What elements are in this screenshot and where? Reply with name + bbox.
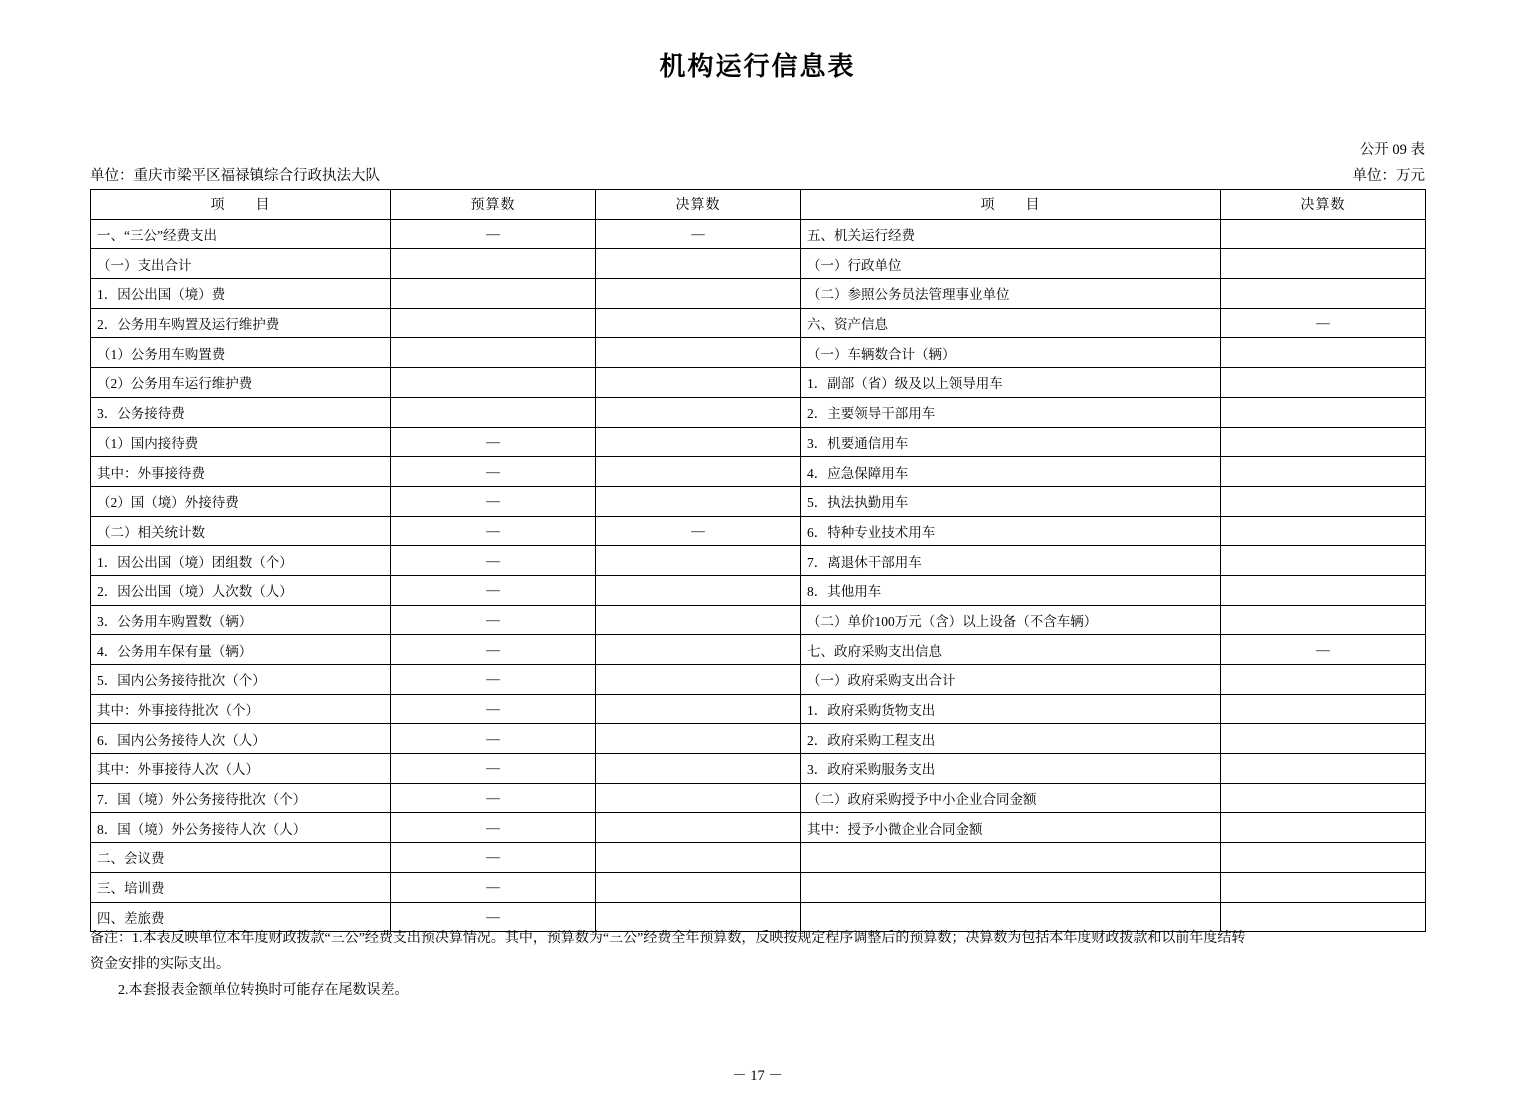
- row-label-right: （一）政府采购支出合计: [801, 665, 1221, 695]
- row-label-right: （二）单价100万元（含）以上设备（不含车辆）: [801, 605, 1221, 635]
- table-row: [91, 754, 1426, 784]
- table-row: [91, 279, 1426, 309]
- row-final-left: [596, 783, 801, 813]
- row-final-left: [596, 249, 801, 279]
- row-label-left: 其中：外事接待人次（人）: [91, 754, 391, 784]
- row-budget: —: [391, 605, 596, 635]
- row-budget: —: [391, 516, 596, 546]
- row-label-right: [801, 872, 1221, 902]
- row-budget: —: [391, 872, 596, 902]
- row-budget: —: [391, 783, 596, 813]
- row-budget: —: [391, 843, 596, 873]
- row-final-right: [1221, 397, 1426, 427]
- row-final-left: [596, 635, 801, 665]
- row-label-left: 1．因公出国（境）费: [91, 279, 391, 309]
- row-label-right: 4．应急保障用车: [801, 457, 1221, 487]
- row-label-right: 7．离退休干部用车: [801, 546, 1221, 576]
- page-number: － 17 －: [732, 1068, 783, 1084]
- row-final-left: [596, 872, 801, 902]
- row-budget: —: [391, 694, 596, 724]
- table-row: [91, 605, 1426, 635]
- row-budget: —: [391, 754, 596, 784]
- row-final-left: [596, 308, 801, 338]
- table-row: [91, 219, 1426, 249]
- header-item-right: 项 目: [801, 190, 1221, 220]
- row-label-left: 8．国（境）外公务接待人次（人）: [91, 813, 391, 843]
- row-budget: [391, 279, 596, 309]
- table-row: [91, 397, 1426, 427]
- row-final-right: —: [1221, 308, 1426, 338]
- row-label-left: 二、会议费: [91, 843, 391, 873]
- row-final-left: [596, 397, 801, 427]
- row-final-left: [596, 279, 801, 309]
- row-label-left: （1）国内接待费: [91, 427, 391, 457]
- table-row: [91, 427, 1426, 457]
- row-budget: —: [391, 665, 596, 695]
- row-label-right: （二）政府采购授予中小企业合同金额: [801, 783, 1221, 813]
- row-final-left: [596, 457, 801, 487]
- row-final-right: [1221, 575, 1426, 605]
- table-row: [91, 249, 1426, 279]
- row-final-right: [1221, 754, 1426, 784]
- row-budget: —: [391, 813, 596, 843]
- row-label-right: 七、政府采购支出信息: [801, 635, 1221, 665]
- row-label-right: 3．机要通信用车: [801, 427, 1221, 457]
- row-label-left: 3．公务用车购置数（辆）: [91, 605, 391, 635]
- row-final-left: —: [596, 516, 801, 546]
- row-label-left: （2）国（境）外接待费: [91, 486, 391, 516]
- row-budget: —: [391, 575, 596, 605]
- row-final-right: [1221, 516, 1426, 546]
- note-line-2: 资金安排的实际支出。: [90, 956, 230, 972]
- row-label-left: （一）支出合计: [91, 249, 391, 279]
- row-final-left: [596, 575, 801, 605]
- row-label-right: （一）车辆数合计（辆）: [801, 338, 1221, 368]
- row-label-left: 7．国（境）外公务接待批次（个）: [91, 783, 391, 813]
- table-row: [91, 843, 1426, 873]
- row-label-right: （二）参照公务员法管理事业单位: [801, 279, 1221, 309]
- table-header-row: [91, 190, 1426, 220]
- row-final-right: [1221, 605, 1426, 635]
- row-label-left: （2）公务用车运行维护费: [91, 368, 391, 398]
- row-label-right: 3．政府采购服务支出: [801, 754, 1221, 784]
- row-label-left: 一、“三公”经费支出: [91, 219, 391, 249]
- row-budget: —: [391, 902, 596, 932]
- row-budget: [391, 308, 596, 338]
- row-final-left: [596, 338, 801, 368]
- amount-unit-label: 单位：万元: [1352, 168, 1425, 184]
- note-line-3: 2.本套报表金额单位转换时可能存在尾数误差。: [118, 982, 409, 998]
- row-final-left: [596, 486, 801, 516]
- table-row: [91, 368, 1426, 398]
- row-label-left: （1）公务用车购置费: [91, 338, 391, 368]
- row-label-right: 1．政府采购货物支出: [801, 694, 1221, 724]
- header-budget: 预算数: [391, 190, 596, 220]
- institution-operation-table: [90, 189, 1426, 932]
- row-budget: —: [391, 635, 596, 665]
- table-row: [91, 486, 1426, 516]
- row-budget: —: [391, 546, 596, 576]
- table-row: [91, 338, 1426, 368]
- row-final-left: [596, 754, 801, 784]
- table-row: [91, 546, 1426, 576]
- row-final-right: [1221, 486, 1426, 516]
- table-row: [91, 575, 1426, 605]
- row-label-left: 6．国内公务接待人次（人）: [91, 724, 391, 754]
- note-line-1: 备注：1.本表反映单位本年度财政拨款“三公”经费支出预决算情况。其中，预算数为“三公”经费全年预算数，反映按规定程序调整后的预算数；决算数为包括本年度财政拨款和以前年度结转: [90, 931, 1246, 946]
- row-final-left: [596, 843, 801, 873]
- page-title: 机构运行信息表: [659, 52, 856, 81]
- row-final-right: [1221, 338, 1426, 368]
- row-final-left: [596, 368, 801, 398]
- table-notes: [90, 926, 1425, 1004]
- row-label-left: 三、培训费: [91, 872, 391, 902]
- table-row: [91, 813, 1426, 843]
- row-label-right: 1．副部（省）级及以上领导用车: [801, 368, 1221, 398]
- row-final-right: [1221, 813, 1426, 843]
- row-final-right: [1221, 427, 1426, 457]
- document-page: [0, 46, 1515, 1115]
- header-item-left: 项 目: [91, 190, 391, 220]
- row-label-left: 其中：外事接待费: [91, 457, 391, 487]
- row-final-left: [596, 694, 801, 724]
- row-final-right: [1221, 872, 1426, 902]
- row-label-right: 五、机关运行经费: [801, 219, 1221, 249]
- meta-row: [90, 164, 1425, 185]
- row-label-left: 四、差旅费: [91, 902, 391, 932]
- row-final-left: [596, 546, 801, 576]
- row-final-left: [596, 427, 801, 457]
- row-final-right: [1221, 368, 1426, 398]
- row-label-right: 5．执法执勤用车: [801, 486, 1221, 516]
- row-final-right: [1221, 546, 1426, 576]
- row-budget: —: [391, 219, 596, 249]
- row-final-right: [1221, 843, 1426, 873]
- row-label-left: 1．因公出国（境）团组数（个）: [91, 546, 391, 576]
- row-label-right: [801, 843, 1221, 873]
- row-label-right: 其中：授予小微企业合同金额: [801, 813, 1221, 843]
- row-final-right: —: [1221, 635, 1426, 665]
- row-budget: [391, 368, 596, 398]
- row-budget: [391, 249, 596, 279]
- table-row: [91, 457, 1426, 487]
- table-row: [91, 872, 1426, 902]
- row-label-left: 5．国内公务接待批次（个）: [91, 665, 391, 695]
- row-label-left: 2．因公出国（境）人次数（人）: [91, 575, 391, 605]
- table-row: [91, 635, 1426, 665]
- header-final-right: 决算数: [1221, 190, 1426, 220]
- row-final-right: [1221, 457, 1426, 487]
- header-final-left: 决算数: [596, 190, 801, 220]
- row-final-right: [1221, 279, 1426, 309]
- table-row: [91, 724, 1426, 754]
- table-row: [91, 308, 1426, 338]
- row-final-right: [1221, 724, 1426, 754]
- table-row: [91, 516, 1426, 546]
- row-budget: [391, 338, 596, 368]
- row-label-left: 4．公务用车保有量（辆）: [91, 635, 391, 665]
- table-row: [91, 694, 1426, 724]
- row-label-left: 2．公务用车购置及运行维护费: [91, 308, 391, 338]
- unit-label: 单位：重庆市梁平区福禄镇综合行政执法大队: [90, 168, 380, 184]
- table-row: [91, 665, 1426, 695]
- row-label-right: 2．主要领导干部用车: [801, 397, 1221, 427]
- row-label-left: 3．公务接待费: [91, 397, 391, 427]
- row-final-left: [596, 813, 801, 843]
- row-final-right: [1221, 694, 1426, 724]
- row-final-left: —: [596, 219, 801, 249]
- row-budget: —: [391, 724, 596, 754]
- row-final-right: [1221, 783, 1426, 813]
- row-final-left: [596, 665, 801, 695]
- row-budget: [391, 397, 596, 427]
- row-label-left: 其中：外事接待批次（个）: [91, 694, 391, 724]
- row-label-right: （一）行政单位: [801, 249, 1221, 279]
- row-label-right: 6．特种专业技术用车: [801, 516, 1221, 546]
- row-label-left: （二）相关统计数: [91, 516, 391, 546]
- row-final-right: [1221, 665, 1426, 695]
- row-budget: —: [391, 486, 596, 516]
- form-code: 公开 09 表: [1359, 142, 1425, 158]
- row-budget: —: [391, 457, 596, 487]
- row-final-left: [596, 605, 801, 635]
- row-budget: —: [391, 427, 596, 457]
- row-label-right: 六、资产信息: [801, 308, 1221, 338]
- row-label-right: 2．政府采购工程支出: [801, 724, 1221, 754]
- row-final-left: [596, 724, 801, 754]
- row-final-right: [1221, 249, 1426, 279]
- table-row: [91, 783, 1426, 813]
- row-final-right: [1221, 219, 1426, 249]
- row-label-right: 8．其他用车: [801, 575, 1221, 605]
